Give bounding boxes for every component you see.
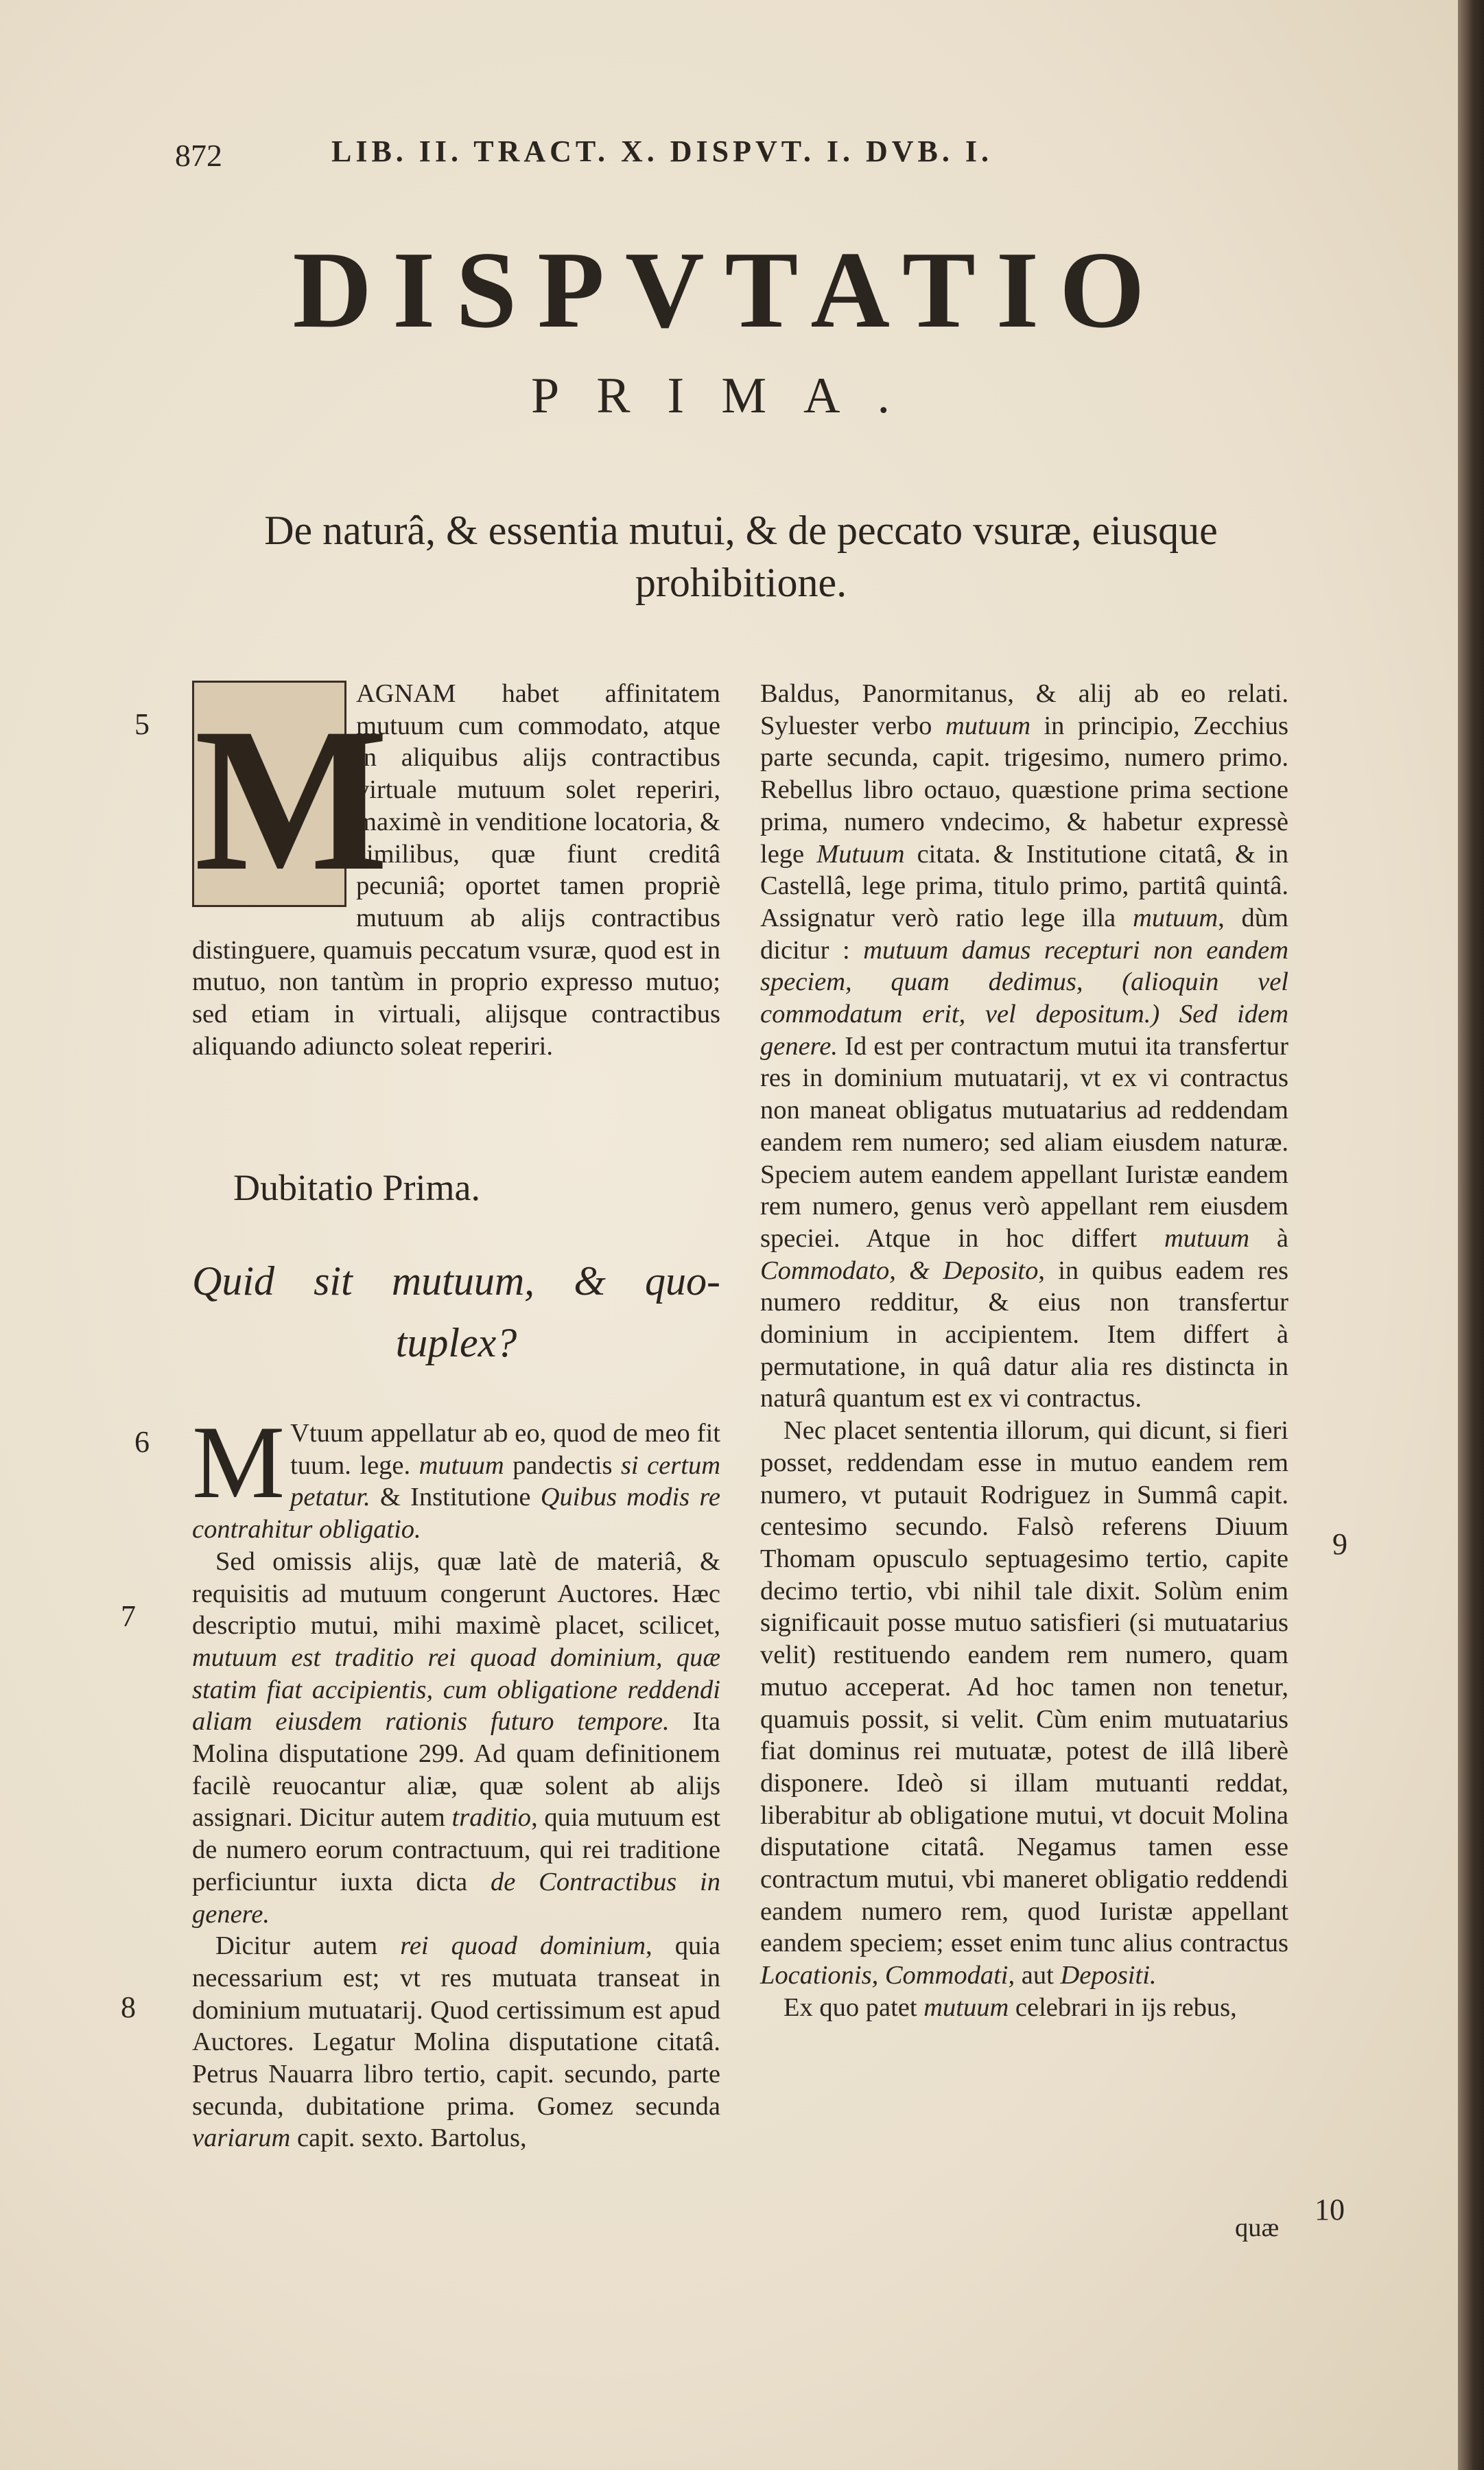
left-column-body (192, 1404, 721, 2154)
margin-number-8: 8 (121, 1990, 136, 2024)
paragraph-7: Sed omissis alijs, quæ latè de materiâ, & requisitis ad mutuum congerunt Auctores. Hæc descriptio mutui, mihi maximè placet, scilicet, mutuum est traditio rei quoad dominium, quæ statim fiat accipientis, cum obligatione reddendi aliam eiusdem rationis futuro tempore. Ita Molina disputatione 299. Ad quam definitionem facilè reuocantur aliæ, quæ solent ab alijs assignari. Dicitur autem traditio, quia mutuum est de numero eorum contractuum, qui rei traditione perficiuntur iuxta dicta de Contractibus in genere. (192, 1546, 721, 1929)
intro-text: AGNAM habet affinitatem mutuum cum commodato, atque in aliquibus alijs contractibus virtuale mutuum solet reperiri, maximè in venditione locatoria, & similibus, quæ fiunt creditâ pecuniâ; oportet tamen propriè mutuum ab alijs contractibus distinguere, quamuis peccatum vsuræ, quod est in mutuo, non tantùm in proprio expresso mutuo; sed etiam in virtuali, alijsque contractibus aliquando adiuncto soleat reperiri. (192, 679, 720, 1061)
question-heading (192, 1250, 720, 1374)
margin-number-6: 6 (134, 1425, 150, 1459)
margin-number-7: 7 (121, 1599, 136, 1633)
margin-number-9: 9 (1332, 1527, 1347, 1561)
paragraph-9: Nec placet sententia illorum, qui dicunt, si fieri posset, reddendam esse in mutuo eandem rem numero, vt putauit Rodriguez in Summâ capit. centesimo secundo. Falsò referens Diuum Thomam opusculo septuagesimo tertio, capite decimo tertio, vbi nihil tale dixit. Solùm enim significauit posse mutuo satisfieri (si mutuatarius velit) restituendo eandem rem numero, quam mutuo acceperat. Ad hoc tamen non tenetur, quamuis possit, si velit. Cùm enim mutuatarius fiat dominus rei mutuatæ, potest de illâ liberè disponere. Ideò si illam mutuanti reddat, liberabitur ab obligatione mutui, vt docuit Molina disputatione citatâ. Negamus tamen esse contractum mutui, vbi maneret obligatio reddendi eandem numero rem, quod Iuristæ appellant eandem speciem; esset enim tunc alius contractus Locationis, Commodati, aut Depositi. (760, 1416, 1288, 1990)
ornamental-initial (192, 681, 389, 913)
page-edge-shadow (1458, 0, 1484, 2470)
question-line-2: tuplex? (395, 1320, 517, 1365)
running-header: LIB. II. TRACT. X. DISPVT. I. DVB. I. (331, 134, 993, 168)
paragraph-6-initial: M (192, 1404, 285, 1520)
paragraph-10: Ex quo patet mutuum celebrari in ijs rebus, (784, 1992, 1237, 2022)
right-column-body (760, 678, 1288, 2024)
disputation-title: DISPVTATIO (292, 228, 1166, 351)
margin-number-10: 10 (1315, 2193, 1345, 2226)
paragraph-6: M Vtuum appellatur ab eo, quod de meo fit tuum. lege. mutuum pandectis si certum petatur. & Institutione Quibus modis re contrahitur obligatio. (192, 1404, 720, 1544)
question-line-1: Quid sit mutuum, & quo- (192, 1258, 720, 1304)
ornamental-initial-letter: M (194, 685, 389, 913)
paragraph-right-1: Baldus, Panormitanus, & alij ab eo relati. Syluester verbo mutuum in principio, Zecchius parte secunda, capit. trigesimo, numero primo. Rebellus libro octauo, quæstione prima sectione prima, numero vndecimo, & habetur expressè lege Mutuum citata. & Institutione citatâ, & in Castellâ, lege prima, titulo primo, partitâ quintâ. Assignatur verò ratio lege illa mutuum, dùm dicitur : mutuum damus recepturi non eandem speciem, quam dedimus, (alioquin vel commodatum erit, vel depositum.) Sed idem genere. Id est per contractum mutui ita transfertur res in dominium mutuatarij, vt ex vi contractus non maneat obligatus mutuatarius ad reddendam eandem rem numero; sed aliam eiusdem naturæ. Speciem autem eandem appellant Iuristæ eandem rem numero, genus verò appellant rem eiusdem speciei. Atque in hoc differt mutuum à Commodato, & Deposito, in quibus eadem res numero redditur, & eius non transfertur dominium in accipientem. Item differt à permutatione, in quâ datur alia res distincta in naturâ quantum est ex vi contractus. (760, 679, 1289, 1413)
disputation-subtitle: PRIMA. (531, 368, 927, 424)
intro-paragraph (192, 678, 720, 1062)
paragraph-8: Dicitur autem rei quoad dominium, quia necessarium est; vt res mutuata transeat in dominium mutuatarij. Quod certissimum est apud Auctores. Legatur Molina disputatione citatâ. Petrus Nauarra libro tertio, capit. secundo, parte secunda, dubitatione prima. Gomez secunda variarum capit. sexto. Bartolus, (192, 1931, 720, 2153)
catchword: quæ (1235, 2213, 1280, 2242)
margin-number-5: 5 (134, 707, 150, 741)
page-number: 872 (175, 138, 222, 173)
dubitatio-heading: Dubitatio Prima. (233, 1167, 480, 1208)
chapter-heading: De naturâ, & essentia mutui, & de peccato vsuræ, eiusque prohibitione. (264, 508, 1218, 605)
